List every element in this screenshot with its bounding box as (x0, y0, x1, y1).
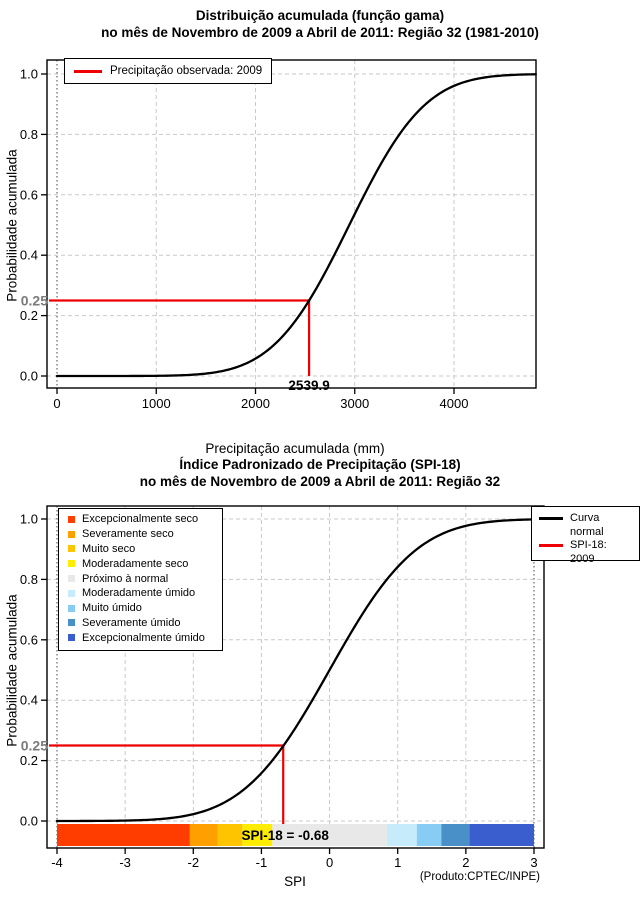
y-tick-label: 0.2 (19, 308, 38, 324)
y-tick-label: 0.6 (19, 632, 38, 648)
gamma-cdf-curve (57, 74, 536, 376)
x-tick-label: -2 (187, 855, 200, 870)
top-x-axis-label: Precipitação acumulada (mm) (205, 441, 385, 456)
category-legend-item (59, 512, 222, 527)
category-legend-item (59, 630, 222, 645)
y-tick-label: 1.0 (19, 66, 38, 82)
quantile-y-label: 0.25 (20, 737, 48, 754)
x-tick-label: 1000 (141, 396, 171, 411)
spi-color-bar-segment (441, 824, 469, 846)
x-tick-label: 0 (325, 855, 334, 870)
observed-reference-line (49, 301, 309, 377)
legend-label: Precipitação observada: 2009 (110, 65, 263, 77)
category-label: Moderadamente úmido (82, 587, 196, 600)
spi-color-bar-segment (387, 824, 417, 846)
spi-annotation: SPI-18 = -0.68 (241, 828, 329, 843)
category-label: Próximo à normal (82, 572, 169, 585)
spi-color-bar-segment (469, 824, 534, 846)
category-legend-item (59, 556, 222, 571)
curve-label: Curva normal (570, 512, 604, 538)
product-credit: (Produto:CPTEC/INPE) (419, 871, 540, 883)
spi-category-legend (58, 508, 223, 651)
plot-frame (47, 60, 536, 388)
curve-line-sample (539, 517, 563, 520)
y-tick-label: 0.4 (19, 247, 38, 263)
category-legend-item (59, 616, 222, 631)
y-tick-label: 0.0 (19, 368, 38, 384)
x-tick-label: 3000 (340, 396, 370, 411)
category-label: Excepcionalmente úmido (82, 631, 205, 644)
category-swatch (68, 531, 75, 538)
bottom-chart-subtitle: no mês de Novembro de 2009 a Abril de 2011: Região 32 (139, 474, 501, 489)
y-tick-label: 1.0 (19, 511, 38, 527)
top-chart-legend (64, 58, 272, 84)
curves-legend-item (532, 539, 639, 566)
category-label: Severamente úmido (82, 616, 181, 629)
spi-color-bar-segment (190, 824, 218, 846)
category-legend-item (59, 586, 222, 601)
category-swatch (68, 634, 75, 641)
category-legend-item (59, 601, 222, 616)
top-y-axis-label: Probabilidade acumulada (4, 149, 20, 302)
x-tick-label: 0 (53, 396, 61, 411)
precipitation-annotation: 2539.9 (288, 378, 330, 393)
y-tick-label: 0.6 (19, 187, 38, 203)
spi-color-bar-segment (57, 824, 190, 846)
category-swatch (68, 516, 75, 523)
bottom-y-axis-label: Probabilidade acumulada (4, 594, 20, 747)
category-label: Moderadamente seco (82, 557, 189, 570)
x-tick-label: 1 (394, 855, 402, 870)
x-tick-label: 3 (530, 855, 538, 870)
x-tick-label: 2000 (241, 396, 270, 411)
observed-line-sample (74, 70, 102, 73)
y-tick-label: 0.4 (19, 692, 38, 708)
spi-color-bar-segment (417, 824, 442, 846)
spi-color-bar-segment (218, 824, 243, 846)
bottom-x-axis-label: SPI (284, 874, 306, 889)
category-swatch (68, 545, 75, 552)
category-label: Severamente seco (82, 528, 174, 541)
curves-legend (531, 506, 640, 565)
category-swatch (68, 560, 75, 567)
y-tick-label: 0.8 (19, 571, 38, 587)
curves-legend-item (532, 512, 639, 539)
y-tick-label: 0.2 (19, 753, 38, 769)
bottom-chart-title: Índice Padronizado de Precipitação (SPI-18) (179, 457, 461, 472)
y-tick-label: 0.8 (19, 126, 38, 142)
x-tick-label: -1 (255, 855, 268, 870)
curve-line-sample (539, 544, 563, 547)
x-tick-label: -3 (119, 855, 131, 870)
top-chart-title: Distribuição acumulada (função gama) (195, 8, 445, 23)
x-tick-label: 4000 (439, 396, 469, 411)
y-tick-label: 0.0 (19, 813, 38, 829)
x-tick-label: 2 (462, 855, 470, 870)
category-label: Muito seco (82, 542, 136, 555)
category-swatch (68, 575, 75, 582)
category-swatch (68, 590, 75, 597)
quantile-y-label: 0.25 (20, 292, 48, 309)
category-label: Excepcionalmente seco (82, 513, 199, 526)
category-swatch (68, 605, 75, 612)
x-tick-label: -4 (51, 855, 63, 870)
category-swatch (68, 619, 75, 626)
top-chart-subtitle: no mês de Novembro de 2009 a Abril de 2011: Região 32 (1981-2010) (101, 25, 539, 40)
category-legend-item (59, 542, 222, 557)
category-legend-item (59, 571, 222, 586)
category-legend-item (59, 527, 222, 542)
category-label: Muito úmido (82, 602, 142, 615)
curve-label: SPI-18: 2009 (570, 539, 607, 565)
